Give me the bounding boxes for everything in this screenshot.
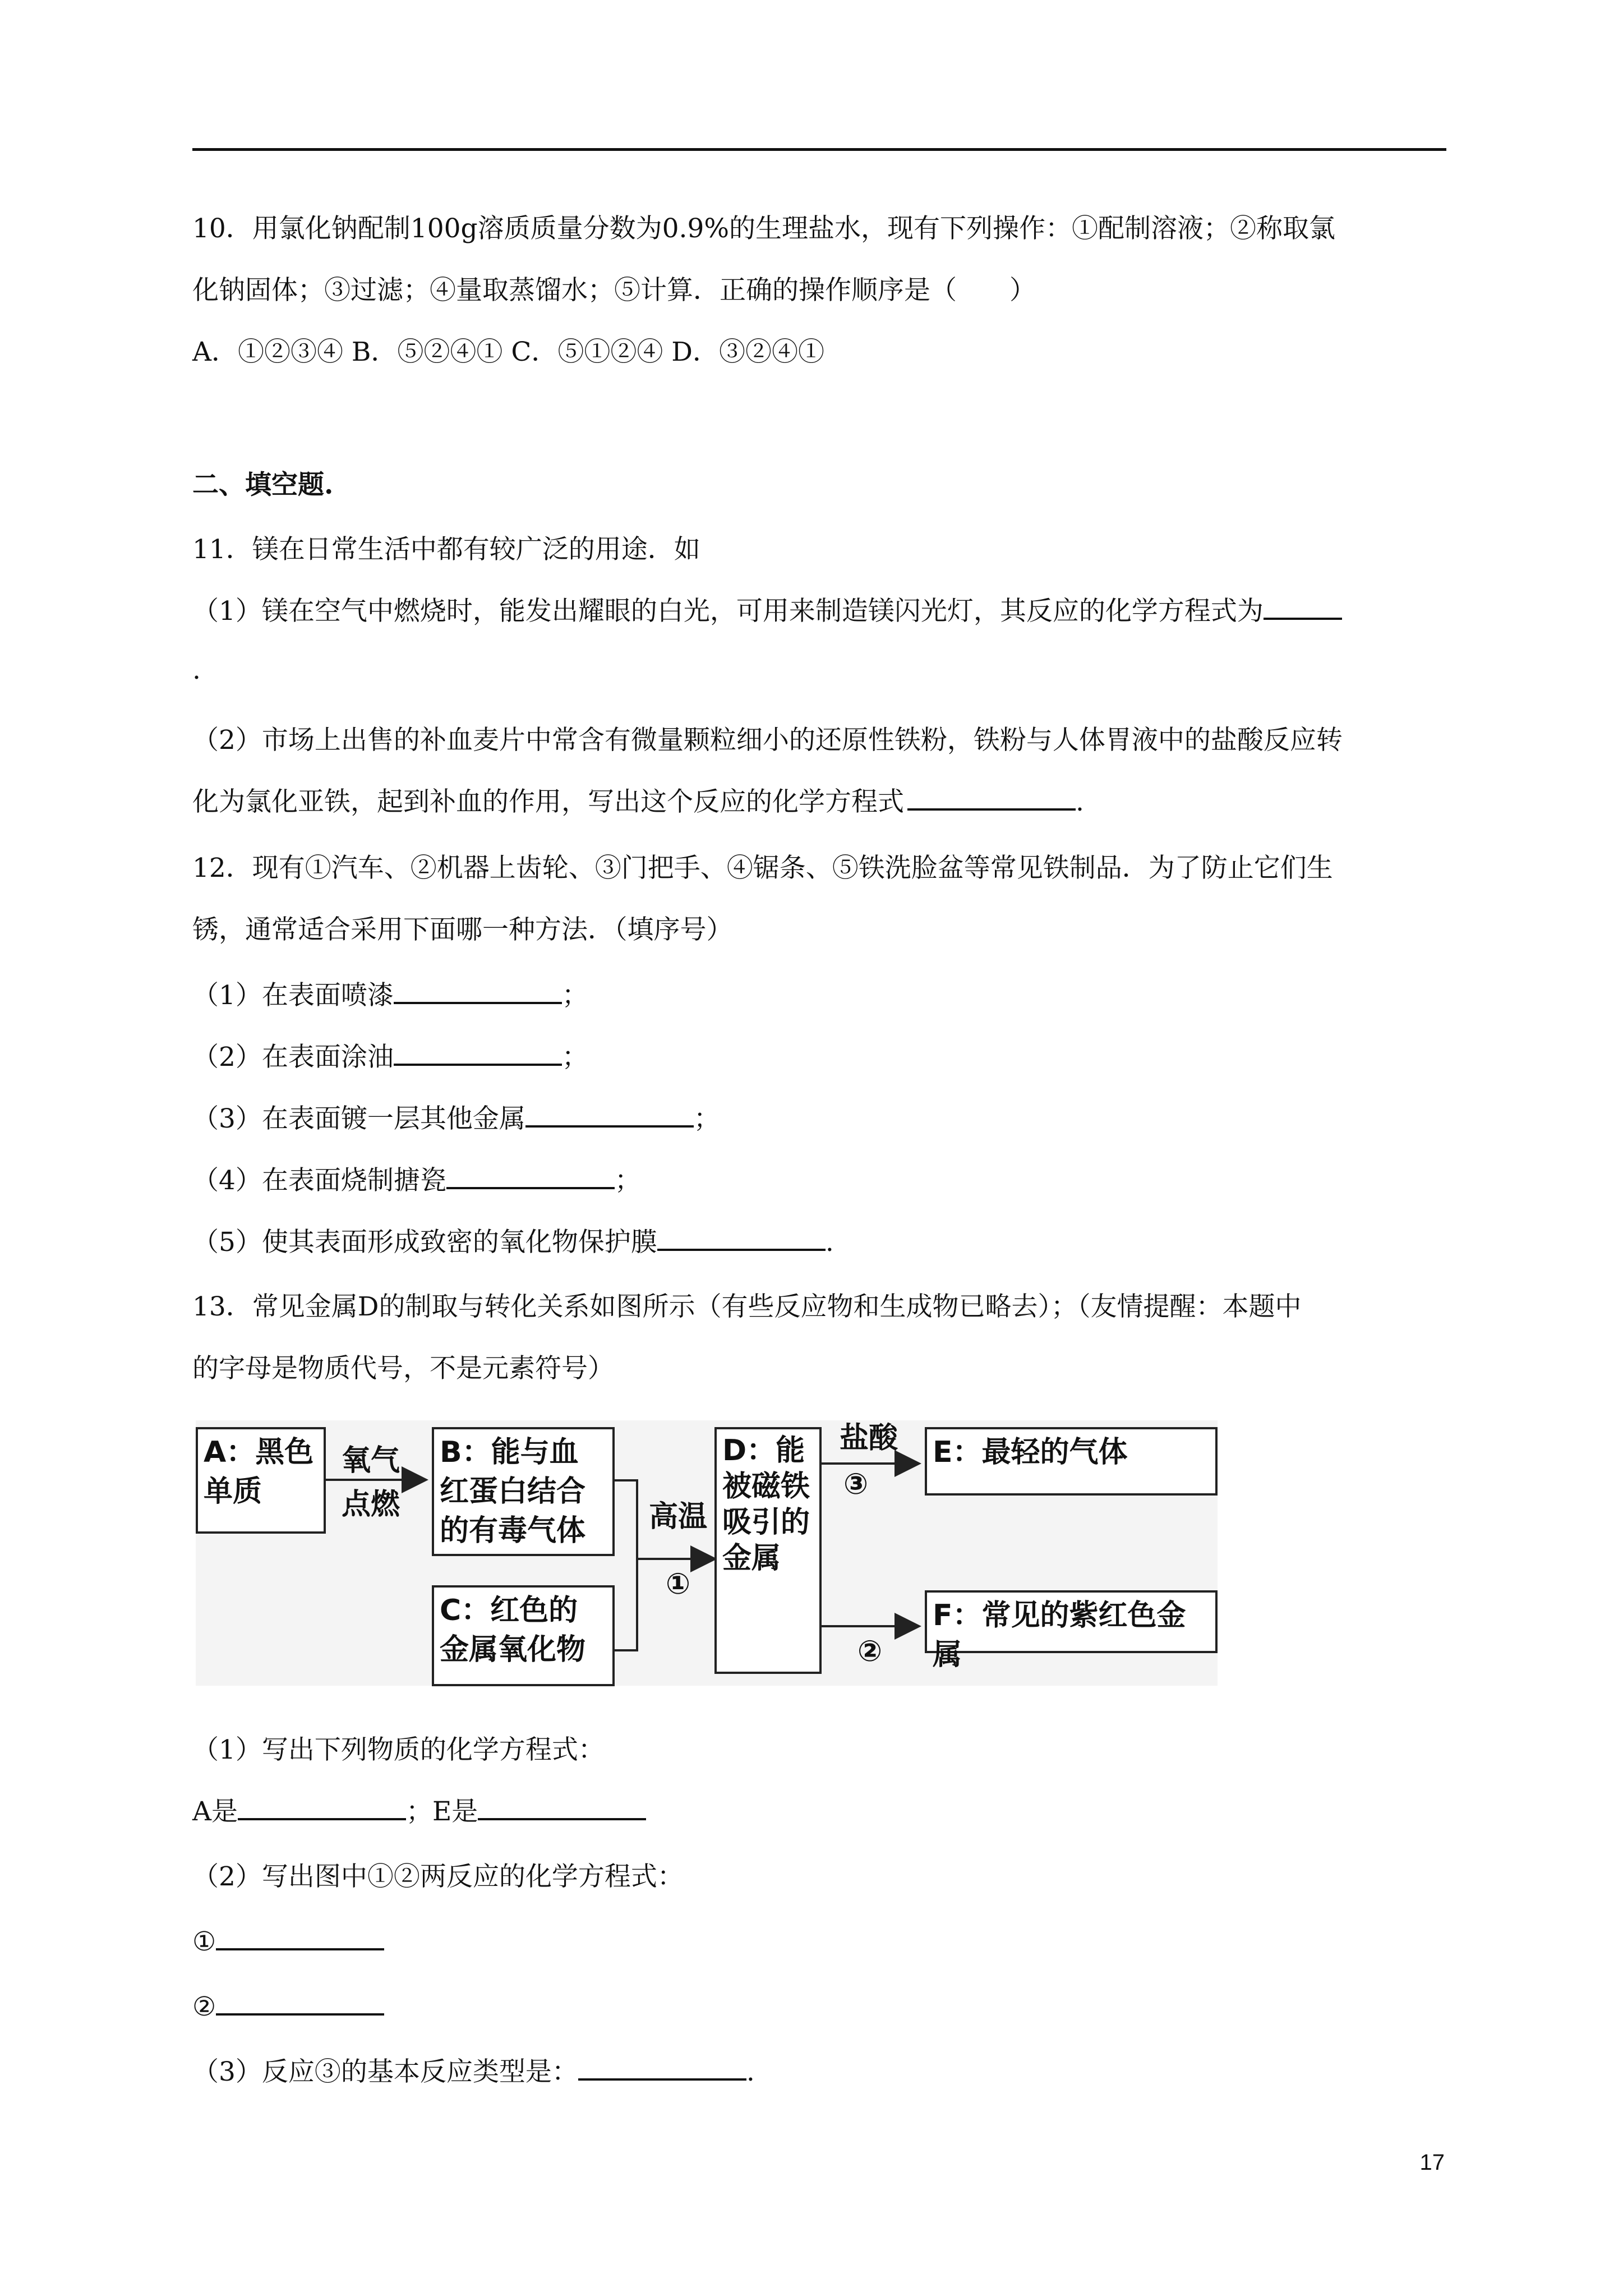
eq1-marker: ① <box>192 1926 216 1957</box>
box-c: C：红色的金属氧化物 <box>432 1585 615 1686</box>
q13-part1: （1）写出下列物质的化学方程式： <box>192 1734 605 1765</box>
q12-item <box>192 1226 834 1259</box>
answer-blank[interactable] <box>238 1796 406 1820</box>
q12-item-text: （2）在表面涂油 <box>192 1042 394 1073</box>
label-reaction-2: ② <box>857 1635 883 1668</box>
q11-part2-end: . <box>1076 786 1084 817</box>
q11-part1 <box>192 595 1342 628</box>
flow-diagram <box>196 1420 1218 1686</box>
q11-part2-line2 <box>192 785 1084 819</box>
label-reaction-1: ① <box>666 1567 691 1601</box>
q12-item <box>192 979 588 1013</box>
label-ignite: 点燃 <box>342 1488 400 1521</box>
box-b: B：能与血红蛋白结合的有毒气体 <box>432 1427 615 1556</box>
answer-blank[interactable] <box>394 979 562 1004</box>
q11-part2-text: 化为氯化亚铁，起到补血的作用，写出这个反应的化学方程式 <box>192 786 904 817</box>
q12-item <box>192 1164 641 1198</box>
answer-blank[interactable] <box>578 2056 746 2081</box>
header-rule <box>192 148 1446 151</box>
q13-part3-text: （3）反应③的基本反应类型是： <box>192 2056 578 2087</box>
q12-item-end: ； <box>561 980 588 1011</box>
box-e: E：最轻的气体 <box>925 1427 1218 1496</box>
q12-item-end: ； <box>614 1165 641 1196</box>
section-title: 二、填空题. <box>192 470 334 500</box>
bracket-bc <box>615 1480 637 1650</box>
q13-part2: （2）写出图中①②两反应的化学方程式： <box>192 1861 684 1892</box>
q12-item-text: （1）在表面喷漆 <box>192 980 394 1011</box>
answer-blank[interactable] <box>394 1041 562 1066</box>
answer-blank[interactable] <box>216 1926 384 1950</box>
q13-part2-eq2 <box>192 1990 384 2024</box>
q12-line2: 锈，通常适合采用下面哪一种方法．（填序号） <box>192 914 733 945</box>
q13-a-label: A是 <box>192 1796 238 1827</box>
box-d: D：能被磁铁吸引的金属 <box>714 1427 822 1674</box>
answer-blank[interactable] <box>907 786 1076 811</box>
q12-item-end: ； <box>693 1103 720 1134</box>
label-high-temp: 高温 <box>649 1500 708 1534</box>
label-reaction-3: ③ <box>843 1467 869 1501</box>
q13-line1: 13．常见金属D的制取与转化关系如图所示（有些反应物和生成物已略去）；（友情提醒：本题中 <box>192 1291 1302 1322</box>
q10-options: A．①②③④ B．⑤②④① C．⑤①②④ D．③②④① <box>192 337 824 367</box>
q12-item-text: （3）在表面镀一层其他金属 <box>192 1103 525 1134</box>
q12-item <box>192 1102 720 1136</box>
answer-blank[interactable] <box>216 1991 384 2016</box>
answer-blank[interactable] <box>657 1226 826 1251</box>
q13-e-label: ；E是 <box>405 1796 478 1827</box>
q13-part3 <box>192 2055 755 2089</box>
page-number: 17 <box>1419 2150 1445 2175</box>
answer-blank[interactable] <box>446 1165 615 1189</box>
q12-item-end: . <box>825 1227 834 1258</box>
q13-part1-answers <box>192 1795 646 1829</box>
q13-part3-end: . <box>746 2056 755 2087</box>
box-a: A：黑色单质 <box>196 1427 326 1534</box>
q11-part1-end: . <box>192 655 201 685</box>
q11-part1-text: （1）镁在空气中燃烧时，能发出耀眼的白光，可用来制造镁闪光灯，其反应的化学方程式为 <box>192 596 1264 627</box>
q11-part2-line1: （2）市场上出售的补血麦片中常含有微量颗粒细小的还原性铁粉，铁粉与人体胃液中的盐酸反应转 <box>192 725 1343 756</box>
q12-line1: 12．现有①汽车、②机器上齿轮、③门把手、④锯条、⑤铁洗脸盆等常见铁制品．为了防止它们生 <box>192 853 1333 884</box>
answer-blank[interactable] <box>478 1796 646 1820</box>
q12-item-text: （5）使其表面形成致密的氧化物保护膜 <box>192 1227 657 1258</box>
q11-stem: 11．镁在日常生活中都有较广泛的用途．如 <box>192 534 700 565</box>
q13-line2: 的字母是物质代号，不是元素符号） <box>192 1353 614 1384</box>
q13-part2-eq1 <box>192 1925 384 1959</box>
answer-blank[interactable] <box>525 1103 694 1128</box>
q12-item-end: ； <box>561 1042 588 1073</box>
answer-blank[interactable] <box>1264 595 1342 620</box>
label-oxygen: 氧气 <box>342 1444 400 1478</box>
label-acid: 盐酸 <box>840 1421 898 1455</box>
box-f: F：常见的紫红色金属 <box>925 1590 1218 1653</box>
q12-item <box>192 1041 588 1074</box>
q12-item-text: （4）在表面烧制搪瓷 <box>192 1165 446 1196</box>
eq2-marker: ② <box>192 1991 216 2022</box>
q10-line2: 化钠固体；③过滤；④量取蒸馏水；⑤计算．正确的操作顺序是（ ） <box>192 275 1036 306</box>
q10-line1: 10．用氯化钠配制100g溶质质量分数为0.9%的生理盐水，现有下列操作：①配制溶液；②称取氯 <box>192 213 1336 244</box>
